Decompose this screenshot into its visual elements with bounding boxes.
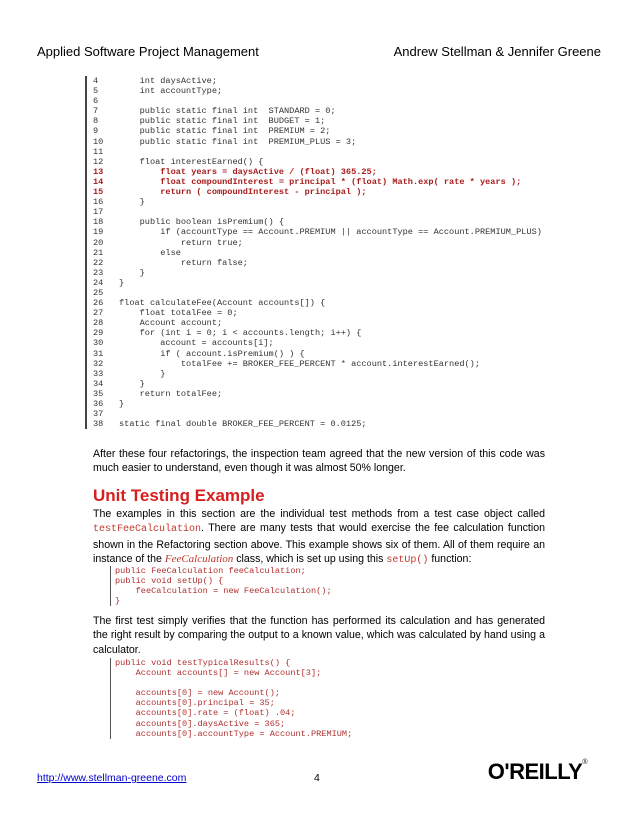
code-line: public void setUp() { bbox=[115, 576, 224, 587]
line-number: 7 bbox=[93, 106, 99, 117]
line-number: 11 bbox=[93, 146, 104, 157]
code-line bbox=[93, 369, 542, 379]
code-text: } bbox=[119, 378, 145, 389]
code-text: float interestEarned() { bbox=[119, 156, 264, 167]
line-number: 18 bbox=[93, 217, 104, 228]
code-word-testfeecalculation: testFeeCalculation bbox=[93, 524, 202, 536]
code-text: public boolean isPremium() { bbox=[119, 217, 285, 228]
line-number: 9 bbox=[93, 126, 99, 137]
code-text: return false; bbox=[119, 257, 248, 268]
line-number: 33 bbox=[93, 368, 104, 379]
code-line bbox=[93, 248, 542, 258]
para2-text-e: class, which is set up using this bbox=[233, 552, 387, 565]
line-number: 15 bbox=[93, 187, 104, 198]
oreilly-logo-text: O'REILLY bbox=[487, 759, 583, 784]
line-number: 10 bbox=[93, 136, 104, 147]
code-listing-refactored bbox=[85, 76, 542, 429]
code-line bbox=[93, 86, 542, 96]
code-line bbox=[93, 389, 542, 399]
code-line bbox=[93, 318, 542, 328]
code-text: } bbox=[119, 399, 125, 409]
line-number: 12 bbox=[93, 156, 104, 167]
line-number: 34 bbox=[93, 378, 104, 389]
line-number: 24 bbox=[93, 277, 104, 288]
code-line bbox=[93, 167, 542, 177]
code-word-setup: setUp() bbox=[386, 554, 429, 566]
code-text: for (int i = 0; i < accounts.length; i++) { bbox=[119, 328, 362, 339]
paragraph-first-test: The first test simply verifies that the function has performed its calculation and has generated the right result by comparing the output to a known value, which was calculated by hand using a calculator. bbox=[93, 615, 545, 656]
code-text: float compoundInterest = principal * (float) Math.exp( rate * years ); bbox=[119, 176, 522, 187]
para2-text-g: function: bbox=[428, 552, 472, 565]
code-line bbox=[93, 399, 542, 409]
code-text: static final double BROKER_FEE_PERCENT = 0.0125; bbox=[119, 419, 367, 430]
page-number: 4 bbox=[314, 772, 320, 784]
para2-text-c: . There are many tests that would exercise the fee calculation function shown in the Refactoring section above. This example shows six of them. All of them require an instance of the bbox=[93, 522, 545, 565]
code-text: account = accounts[i]; bbox=[119, 338, 274, 349]
line-number: 31 bbox=[93, 348, 104, 359]
footer-website-link[interactable]: http://www.stellman-greene.com bbox=[37, 772, 187, 784]
code-text: public static final int BUDGET = 1; bbox=[119, 116, 326, 127]
code-line bbox=[93, 409, 542, 419]
code-text: int daysActive; bbox=[119, 76, 217, 86]
code-line: accounts[0].principal = 35; bbox=[115, 698, 275, 709]
line-number: 28 bbox=[93, 318, 104, 329]
line-number: 16 bbox=[93, 197, 104, 208]
line-number: 35 bbox=[93, 388, 104, 399]
code-text: if ( account.isPremium() ) { bbox=[119, 348, 305, 359]
code-text: public static final int PREMIUM_PLUS = 3; bbox=[119, 136, 357, 147]
code-line bbox=[93, 288, 542, 298]
line-number: 32 bbox=[93, 358, 104, 369]
code-text: return totalFee; bbox=[119, 388, 223, 399]
code-line bbox=[93, 419, 542, 429]
code-text: public static final int STANDARD = 0; bbox=[119, 106, 336, 117]
line-number: 20 bbox=[93, 237, 104, 248]
line-number: 6 bbox=[93, 96, 99, 107]
code-line: accounts[0].accountType = Account.PREMIUM; bbox=[115, 728, 353, 739]
line-number: 4 bbox=[93, 76, 99, 86]
code-line bbox=[93, 137, 542, 147]
code-line bbox=[93, 147, 542, 157]
code-text: totalFee += BROKER_FEE_PERCENT * account.interestEarned(); bbox=[119, 358, 480, 369]
code-line bbox=[93, 328, 542, 338]
registered-mark: ® bbox=[582, 759, 587, 766]
code-line: feeCalculation = new FeeCalculation(); bbox=[115, 586, 332, 597]
line-number: 19 bbox=[93, 227, 104, 238]
code-text: else bbox=[119, 247, 181, 258]
oreilly-logo bbox=[488, 759, 587, 785]
paragraph-unit-testing-intro bbox=[93, 507, 545, 568]
code-line bbox=[93, 217, 542, 227]
line-number: 8 bbox=[93, 116, 99, 127]
code-line bbox=[93, 106, 542, 116]
line-number: 36 bbox=[93, 399, 104, 409]
code-text: float calculateFee(Account accounts[]) { bbox=[119, 298, 326, 309]
paragraph-refactoring-summary: After these four refactorings, the inspection team agreed that the new version of this code was much easier to understand, even though it was almost 50% longer. bbox=[93, 448, 545, 475]
code-line: accounts[0].rate = (float) .04; bbox=[115, 708, 296, 719]
code-line: accounts[0] = new Account(); bbox=[115, 688, 281, 699]
line-number: 37 bbox=[93, 409, 104, 420]
line-number: 25 bbox=[93, 287, 104, 298]
line-number: 27 bbox=[93, 308, 104, 319]
line-number: 13 bbox=[93, 166, 104, 177]
code-text: if (accountType == Account.PREMIUM || accountType == Account.PREMIUM_PLUS) bbox=[119, 227, 542, 238]
code-line bbox=[93, 379, 542, 389]
header-authors: Andrew Stellman & Jennifer Greene bbox=[393, 44, 601, 59]
code-line: } bbox=[115, 596, 121, 607]
code-text: return ( compoundInterest - principal ); bbox=[119, 187, 367, 198]
code-line bbox=[93, 359, 542, 369]
code-listing-setup bbox=[110, 566, 332, 606]
code-line bbox=[93, 338, 542, 348]
class-name-feecalculation: FeeCalculation bbox=[164, 552, 234, 565]
code-line: Account accounts[] = new Account[3]; bbox=[115, 668, 322, 679]
code-line bbox=[93, 227, 542, 237]
line-number: 17 bbox=[93, 207, 104, 218]
code-line bbox=[93, 96, 542, 106]
line-number: 38 bbox=[93, 419, 104, 430]
code-line bbox=[93, 298, 542, 308]
code-text: } bbox=[119, 197, 145, 208]
code-line bbox=[93, 116, 542, 126]
code-listing-test-typical-results bbox=[110, 658, 352, 739]
line-number: 23 bbox=[93, 267, 104, 278]
code-text: int accountType; bbox=[119, 86, 223, 97]
code-line bbox=[93, 308, 542, 318]
code-line: accounts[0].daysActive = 365; bbox=[115, 718, 286, 729]
code-line bbox=[93, 157, 542, 167]
line-number: 14 bbox=[93, 176, 104, 187]
code-line bbox=[93, 349, 542, 359]
line-number: 26 bbox=[93, 298, 104, 309]
header-book-title: Applied Software Project Management bbox=[37, 44, 259, 59]
code-text: public static final int PREMIUM = 2; bbox=[119, 126, 331, 137]
code-line bbox=[93, 197, 542, 207]
code-line bbox=[93, 126, 542, 136]
code-line bbox=[93, 258, 542, 268]
code-line bbox=[93, 207, 542, 217]
code-line bbox=[93, 278, 542, 288]
line-number: 30 bbox=[93, 338, 104, 349]
code-line bbox=[93, 76, 542, 86]
line-number: 22 bbox=[93, 257, 104, 268]
code-text: return true; bbox=[119, 237, 243, 248]
code-text: } bbox=[119, 368, 166, 379]
code-line bbox=[115, 678, 352, 688]
code-line bbox=[93, 268, 542, 278]
code-line: public void testTypicalResults() { bbox=[115, 658, 291, 668]
code-line bbox=[93, 177, 542, 187]
code-line bbox=[93, 187, 542, 197]
line-number: 5 bbox=[93, 86, 99, 97]
code-line: public FeeCalculation feeCalculation; bbox=[115, 566, 306, 576]
code-text: } bbox=[119, 277, 125, 288]
section-title: Unit Testing Example bbox=[93, 486, 265, 505]
code-text: float years = daysActive / (float) 365.25; bbox=[119, 166, 377, 177]
code-text: Account account; bbox=[119, 318, 223, 329]
para2-text-a: The examples in this section are the individual test methods from a test case object called bbox=[93, 508, 545, 520]
code-text: float totalFee = 0; bbox=[119, 308, 238, 319]
code-line bbox=[93, 238, 542, 248]
line-number: 29 bbox=[93, 328, 104, 339]
code-text: } bbox=[119, 267, 145, 278]
line-number: 21 bbox=[93, 247, 104, 258]
